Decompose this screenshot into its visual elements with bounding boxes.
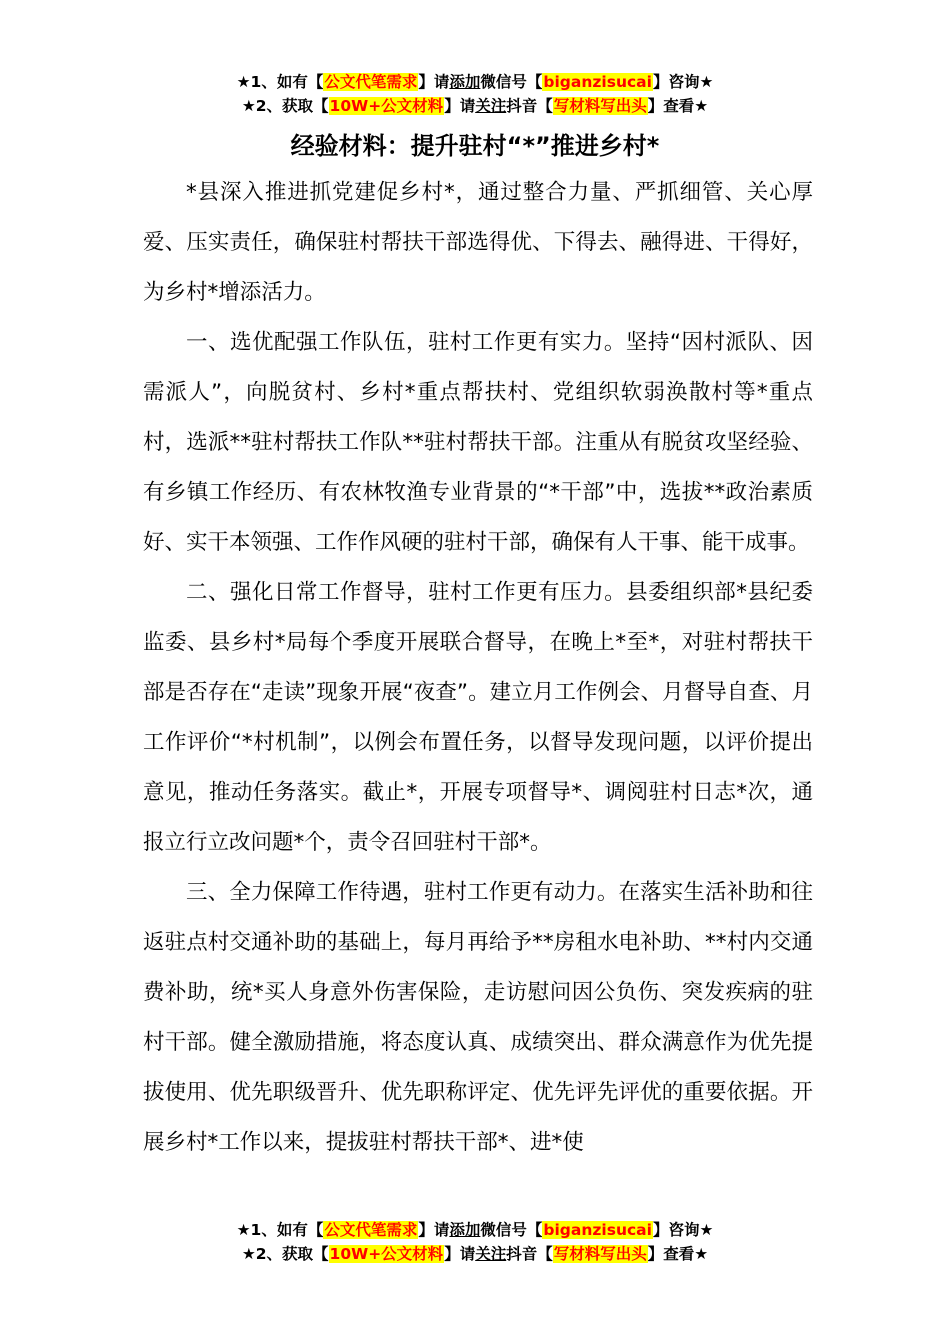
- header-banner: [0, 70, 950, 118]
- document-body: [143, 168, 813, 1168]
- paragraph-intro: *县深入推进抓党建促乡村*，通过整合力量、严抓细管、关心厚爱、压实责任，确保驻村帮扶干部选得优、下得去、融得进、干得好，为乡村*增添活力。: [143, 180, 813, 305]
- highlight-ghostwriting: 公文代笔需求: [324, 73, 418, 91]
- footer-line-1: ★1、如有【公文代笔需求】请添加微信号【biganzisucai】咨询★: [236, 1221, 714, 1239]
- underline-add: 添加: [449, 73, 481, 91]
- highlight-materials: 10W+公文材料: [329, 97, 444, 115]
- highlight-wechat-id: biganzisucai: [543, 73, 652, 91]
- highlight-douyin: 写材料写出头: [553, 1245, 647, 1263]
- underline-add: 添加: [449, 1221, 481, 1239]
- banner-line-2: ★2、获取【10W+公文材料】请关注抖音【写材料写出头】查看★: [241, 97, 709, 115]
- underline-follow: 关注: [475, 1245, 507, 1263]
- paragraph-section-1: 一、选优配强工作队伍，驻村工作更有实力。坚持“因村派队、因需派人”，向脱贫村、乡村*重点帮扶村、党组织软弱涣散村等*重点村，选派**驻村帮扶工作队**驻村帮扶干部。注重从有脱贫攻坚经验、有乡镇工作经历、有农林牧渔专业背景的“*干部”中，选拔**政治素质好、实干本领强、工作作风硬的驻村干部，确保有人干事、能干成事。: [143, 330, 813, 555]
- footer-banner: [0, 1218, 950, 1266]
- highlight-wechat-id: biganzisucai: [543, 1221, 652, 1239]
- highlight-douyin: 写材料写出头: [553, 97, 647, 115]
- document-title: 经验材料：提升驻村“*”推进乡村*: [290, 132, 660, 160]
- paragraph-section-3: 三、全力保障工作待遇，驻村工作更有动力。在落实生活补助和往返驻点村交通补助的基础上，每月再给予**房租水电补助、**村内交通费补助，统*买人身意外伤害保险，走访慰问因公负伤、突发疾病的驻村干部。健全激励措施，将态度认真、成绩突出、群众满意作为优先提拔使用、优先职级晋升、优先职称评定、优先评先评优的重要依据。开展乡村*工作以来，提拔驻村帮扶干部*、进*使: [143, 880, 813, 1155]
- underline-follow: 关注: [475, 97, 507, 115]
- highlight-ghostwriting: 公文代笔需求: [324, 1221, 418, 1239]
- banner-line-1: ★1、如有【公文代笔需求】请添加微信号【biganzisucai】咨询★: [236, 73, 714, 91]
- highlight-materials: 10W+公文材料: [329, 1245, 444, 1263]
- paragraph-section-2: 二、强化日常工作督导，驻村工作更有压力。县委组织部*县纪委监委、县乡村*局每个季度开展联合督导，在晚上*至*，对驻村帮扶干部是否存在“走读”现象开展“夜查”。建立月工作例会、月督导自查、月工作评价“*村机制”，以例会布置任务，以督导发现问题，以评价提出意见，推动任务落实。截止*，开展专项督导*、调阅驻村日志*次，通报立行立改问题*个，责令召回驻村干部*。: [143, 580, 813, 855]
- footer-line-2: ★2、获取【10W+公文材料】请关注抖音【写材料写出头】查看★: [241, 1245, 709, 1263]
